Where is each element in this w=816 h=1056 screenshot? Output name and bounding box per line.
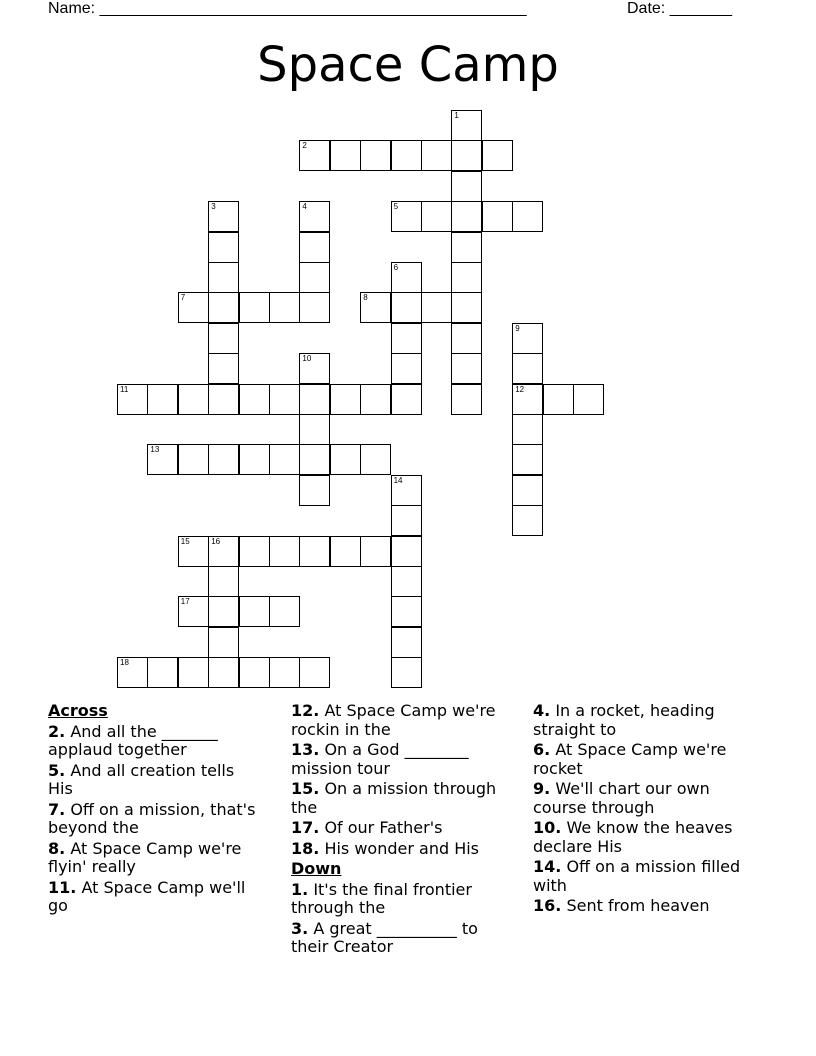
crossword-cell[interactable]: [269, 292, 300, 323]
crossword-cell[interactable]: [360, 536, 391, 567]
crossword-cell[interactable]: [299, 444, 330, 475]
clue-item: [291, 920, 511, 957]
clue-item: [48, 801, 263, 838]
crossword-cell[interactable]: [208, 536, 239, 567]
clue-item: [291, 741, 511, 778]
clue-text: At Space Camp we're rockin in the: [291, 701, 496, 739]
crossword-cell[interactable]: [512, 384, 543, 415]
crossword-cell[interactable]: [330, 384, 361, 415]
clue-item: [48, 840, 263, 877]
clue-item: [48, 762, 263, 799]
cell-number: 3: [211, 202, 216, 212]
clue-text: A great __________ to their Creator: [291, 918, 478, 956]
crossword-cell[interactable]: [482, 140, 513, 171]
crossword-cell[interactable]: [451, 292, 482, 323]
cell-number: 1: [454, 111, 459, 120]
crossword-cell[interactable]: [269, 596, 300, 627]
crossword-cell[interactable]: [178, 444, 209, 475]
clue-number: 8.: [48, 838, 66, 858]
cell-number: 15: [180, 536, 190, 546]
cell-number: 8: [363, 293, 368, 303]
crossword-cell[interactable]: [299, 475, 330, 506]
clue-text: We know the heaves declare His: [533, 818, 733, 856]
crossword-cell[interactable]: [451, 262, 482, 293]
clue-number: 7.: [48, 799, 66, 819]
cell-number: 6: [393, 263, 399, 272]
crossword-cell[interactable]: [391, 475, 422, 506]
clue-text: At Space Camp we're rocket: [533, 740, 727, 778]
crossword-cell[interactable]: [421, 292, 452, 323]
clue-text: His wonder and His: [324, 838, 480, 858]
crossword-cell[interactable]: [512, 475, 543, 506]
cell-number: 16: [211, 536, 221, 546]
crossword-cell[interactable]: [391, 292, 422, 323]
crossword-cell[interactable]: [451, 232, 482, 263]
clues-column-1: [48, 702, 263, 918]
crossword-cell[interactable]: [451, 323, 482, 354]
clue-text: At Space Camp we'll go: [48, 877, 246, 915]
clue-item: [533, 819, 763, 856]
crossword-cell[interactable]: [299, 292, 330, 323]
crossword-cell[interactable]: [299, 140, 330, 171]
crossword-cell[interactable]: [360, 140, 391, 171]
clue-text: Of our Father's: [324, 818, 443, 837]
crossword-cell[interactable]: [391, 627, 422, 658]
clue-item: [291, 840, 511, 859]
clue-text: We'll chart our own course through: [533, 779, 710, 817]
clue-text: Off on a mission filled with: [533, 857, 741, 895]
clue-item: [291, 780, 511, 817]
crossword-cell[interactable]: [178, 596, 209, 627]
crossword-cell[interactable]: [299, 262, 330, 293]
clue-item: [48, 723, 263, 760]
clues-column-3: [533, 702, 763, 918]
crossword-cell[interactable]: [239, 384, 270, 415]
clue-text: And all the _______ applaud together: [48, 721, 218, 759]
clue-number: 3.: [291, 918, 309, 938]
crossword-cell[interactable]: [269, 536, 300, 567]
crossword-cell[interactable]: [512, 323, 543, 354]
clue-item: [291, 819, 511, 838]
name-field-label: Name: ________________________________________________: [48, 0, 527, 17]
crossword-cell[interactable]: [299, 536, 330, 567]
crossword-cell[interactable]: [208, 384, 239, 415]
crossword-cell[interactable]: [208, 444, 239, 475]
clue-number: 9.: [533, 779, 551, 798]
crossword-cell[interactable]: [147, 444, 178, 475]
crossword-cell[interactable]: [178, 292, 209, 323]
crossword-cell[interactable]: [117, 657, 148, 688]
crossword-cell[interactable]: [239, 444, 270, 475]
crossword-cell[interactable]: [208, 596, 239, 627]
crossword-cell[interactable]: [451, 140, 482, 171]
crossword-cell[interactable]: [391, 201, 422, 232]
clue-text: On a God ________ mission tour: [291, 740, 469, 778]
page-title: Space Camp: [257, 37, 559, 93]
clue-item: [533, 897, 763, 916]
crossword-cell[interactable]: [239, 536, 270, 567]
crossword-cell[interactable]: [360, 444, 391, 475]
crossword-cell[interactable]: [269, 444, 300, 475]
cell-number: 17: [180, 597, 190, 607]
crossword-cell[interactable]: [451, 110, 482, 141]
crossword-cell[interactable]: [299, 414, 330, 445]
crossword-cell[interactable]: [391, 536, 422, 567]
crossword-cell[interactable]: [178, 384, 209, 415]
clue-item: [291, 702, 511, 739]
clue-text: In a rocket, heading straight to: [533, 701, 715, 739]
crossword-cell[interactable]: [391, 596, 422, 627]
crossword-cell[interactable]: [391, 353, 422, 384]
clue-text: It's the final frontier through the: [291, 879, 472, 917]
cell-number: 4: [302, 202, 307, 212]
crossword-cell[interactable]: [512, 414, 543, 445]
crossword-cell[interactable]: [299, 201, 330, 232]
clue-number: 15.: [291, 779, 320, 798]
clue-number: 16.: [533, 896, 562, 915]
crossword-cell[interactable]: [451, 201, 482, 232]
cell-number: 10: [302, 354, 312, 364]
clue-item: [533, 780, 763, 817]
cell-number: 11: [120, 384, 129, 394]
clue-item: [533, 702, 763, 739]
crossword-cell[interactable]: [208, 292, 239, 323]
crossword-cell[interactable]: [269, 384, 300, 415]
cell-number: 7: [180, 293, 186, 303]
crossword-cell[interactable]: [208, 232, 239, 263]
crossword-cell[interactable]: [421, 201, 452, 232]
crossword-cell[interactable]: [482, 201, 513, 232]
date-field-label: Date: _______: [627, 0, 732, 17]
cell-number: 14: [393, 475, 403, 485]
clue-number: 5.: [48, 760, 66, 780]
crossword-cell[interactable]: [391, 262, 422, 293]
crossword-cell[interactable]: [208, 262, 239, 293]
down-heading: Down: [291, 859, 342, 878]
crossword-cell[interactable]: [451, 353, 482, 384]
clue-number: 13.: [291, 740, 320, 759]
crossword-cell[interactable]: [573, 384, 604, 415]
cell-number: 9: [515, 323, 520, 333]
clue-number: 1.: [291, 879, 309, 899]
crossword-cell[interactable]: [269, 657, 300, 688]
crossword-cell[interactable]: [208, 353, 239, 384]
crossword-cell[interactable]: [451, 384, 482, 415]
clue-text: And all creation tells His: [48, 760, 235, 798]
crossword-cell[interactable]: [512, 353, 543, 384]
clue-text: Sent from heaven: [566, 896, 710, 915]
crossword-cell[interactable]: [147, 384, 178, 415]
crossword-cell[interactable]: [239, 596, 270, 627]
clue-number: 4.: [533, 701, 551, 720]
crossword-cell[interactable]: [543, 384, 574, 415]
crossword-cell[interactable]: [178, 657, 209, 688]
clue-item: [291, 881, 511, 918]
clue-number: 17.: [291, 818, 320, 837]
clue-item: [533, 741, 763, 778]
crossword-cell[interactable]: [421, 140, 452, 171]
crossword-cell[interactable]: [208, 657, 239, 688]
clue-text: On a mission through the: [291, 779, 497, 817]
crossword-cell[interactable]: [512, 201, 543, 232]
clue-item: [48, 879, 263, 916]
clue-number: 12.: [291, 701, 320, 720]
crossword-cell[interactable]: [391, 323, 422, 354]
crossword-cell[interactable]: [299, 232, 330, 263]
clue-number: 10.: [533, 818, 562, 837]
crossword-cell[interactable]: [330, 536, 361, 567]
crossword-cell[interactable]: [391, 657, 422, 688]
crossword-cell[interactable]: [299, 353, 330, 384]
crossword-cell[interactable]: [391, 505, 422, 536]
crossword-cell[interactable]: [239, 292, 270, 323]
clue-text: Off on a mission, that's beyond the: [48, 799, 256, 837]
crossword-cell[interactable]: [239, 657, 270, 688]
clue-number: 2.: [48, 721, 66, 741]
crossword-cell[interactable]: [330, 140, 361, 171]
crossword-cell[interactable]: [299, 384, 330, 415]
crossword-cell[interactable]: [208, 201, 239, 232]
crossword-cell[interactable]: [451, 171, 482, 202]
cell-number: 13: [150, 445, 160, 455]
crossword-cell[interactable]: [330, 444, 361, 475]
crossword-cell[interactable]: [208, 323, 239, 354]
crossword-cell[interactable]: [391, 566, 422, 597]
crossword-cell[interactable]: [391, 384, 422, 415]
clue-item: [533, 858, 763, 895]
crossword-cell[interactable]: [147, 657, 178, 688]
crossword-cell[interactable]: [360, 384, 391, 415]
cell-number: 2: [302, 141, 307, 151]
crossword-cell[interactable]: [208, 566, 239, 597]
clue-number: 18.: [291, 838, 320, 858]
crossword-cell[interactable]: [178, 536, 209, 567]
cell-number: 5: [393, 202, 399, 212]
clue-text: At Space Camp we're flyin' really: [48, 838, 242, 876]
crossword-cell[interactable]: [391, 140, 422, 171]
across-heading: Across: [48, 701, 108, 720]
clue-number: 6.: [533, 740, 551, 759]
cell-number: 12: [515, 384, 525, 394]
crossword-cell[interactable]: [117, 384, 148, 415]
clue-number: 14.: [533, 857, 562, 876]
crossword-cell[interactable]: [512, 505, 543, 536]
clue-number: 11.: [48, 877, 77, 897]
crossword-cell[interactable]: [360, 292, 391, 323]
cell-number: 18: [120, 658, 129, 668]
crossword-cell[interactable]: [512, 444, 543, 475]
crossword-cell[interactable]: [299, 657, 330, 688]
crossword-cell[interactable]: [208, 627, 239, 658]
clues-column-2: [291, 702, 511, 959]
